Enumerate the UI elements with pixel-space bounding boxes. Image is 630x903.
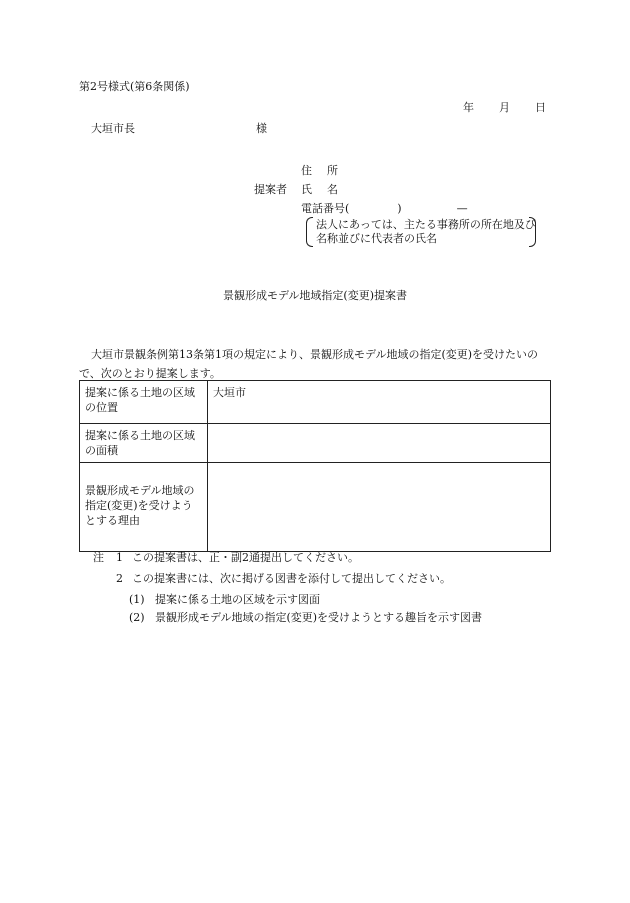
addressee xyxy=(91,122,267,136)
row-label: 景観形成モデル地域の指定(変更)を受けようとする理由 xyxy=(80,463,208,552)
address-label xyxy=(301,164,338,178)
date-day: 日 xyxy=(535,101,546,114)
phone-dash: — xyxy=(456,202,468,215)
proposal-table xyxy=(79,380,551,552)
left-bracket xyxy=(306,217,313,247)
row-label: 提案に係る土地の区域の面積 xyxy=(80,424,208,463)
name-label-2: 名 xyxy=(327,183,338,196)
row-value[interactable] xyxy=(208,463,551,552)
table-row xyxy=(80,424,551,463)
name-label-1: 氏 xyxy=(301,183,312,196)
addressee-name: 大垣市長 xyxy=(91,122,135,135)
address-label-2: 所 xyxy=(327,164,338,177)
note-number: 1 xyxy=(116,551,123,564)
sub-item-number: (1) xyxy=(129,593,145,606)
sub-item-2 xyxy=(129,611,482,625)
corporate-note xyxy=(306,217,536,247)
addressee-honorific: 様 xyxy=(256,122,267,135)
document-title: 景観形成モデル地域指定(変更)提案書 xyxy=(222,289,408,302)
note-1 xyxy=(93,551,359,565)
phone-label-text: 電話番号( xyxy=(301,202,350,215)
row-value[interactable] xyxy=(208,424,551,463)
table-row xyxy=(80,381,551,424)
note-2 xyxy=(116,572,451,586)
date-year: 年 xyxy=(463,101,474,114)
phone-label xyxy=(301,202,468,216)
corporate-note-text: 法人にあっては、主たる事務所の所在地及び名称並びに代表者の氏名 xyxy=(316,218,536,245)
body-text: 大垣市景観条例第13条第1項の規定により、景観形成モデル地域の指定(変更)を受けたいので、次のとおり提案します。 xyxy=(79,348,539,380)
sub-item-text: 景観形成モデル地域の指定(変更)を受けようとする趣旨を示す図書 xyxy=(155,611,483,624)
proposer-label: 提案者 xyxy=(254,183,287,196)
right-bracket xyxy=(529,217,536,247)
form-number: 第2号様式(第6条関係) xyxy=(79,80,190,93)
date-month: 月 xyxy=(499,101,510,114)
sub-item-text: 提案に係る土地の区域を示す図面 xyxy=(155,593,320,606)
sub-item-1 xyxy=(129,593,320,607)
phone-close: ) xyxy=(397,202,402,215)
note-number: 2 xyxy=(116,572,123,585)
address-label-1: 住 xyxy=(301,164,312,177)
note-text: この提案書には、次に掲げる図書を添付して提出してください。 xyxy=(132,572,451,585)
row-value[interactable]: 大垣市 xyxy=(208,381,551,424)
table-row xyxy=(80,463,551,552)
note-text: この提案書は、正・副2通提出してください。 xyxy=(132,551,359,564)
notes-heading: 注 xyxy=(93,551,104,564)
row-label: 提案に係る土地の区域の位置 xyxy=(80,381,208,424)
date-line xyxy=(463,101,546,115)
name-label xyxy=(301,183,338,197)
sub-item-number: (2) xyxy=(129,611,145,624)
